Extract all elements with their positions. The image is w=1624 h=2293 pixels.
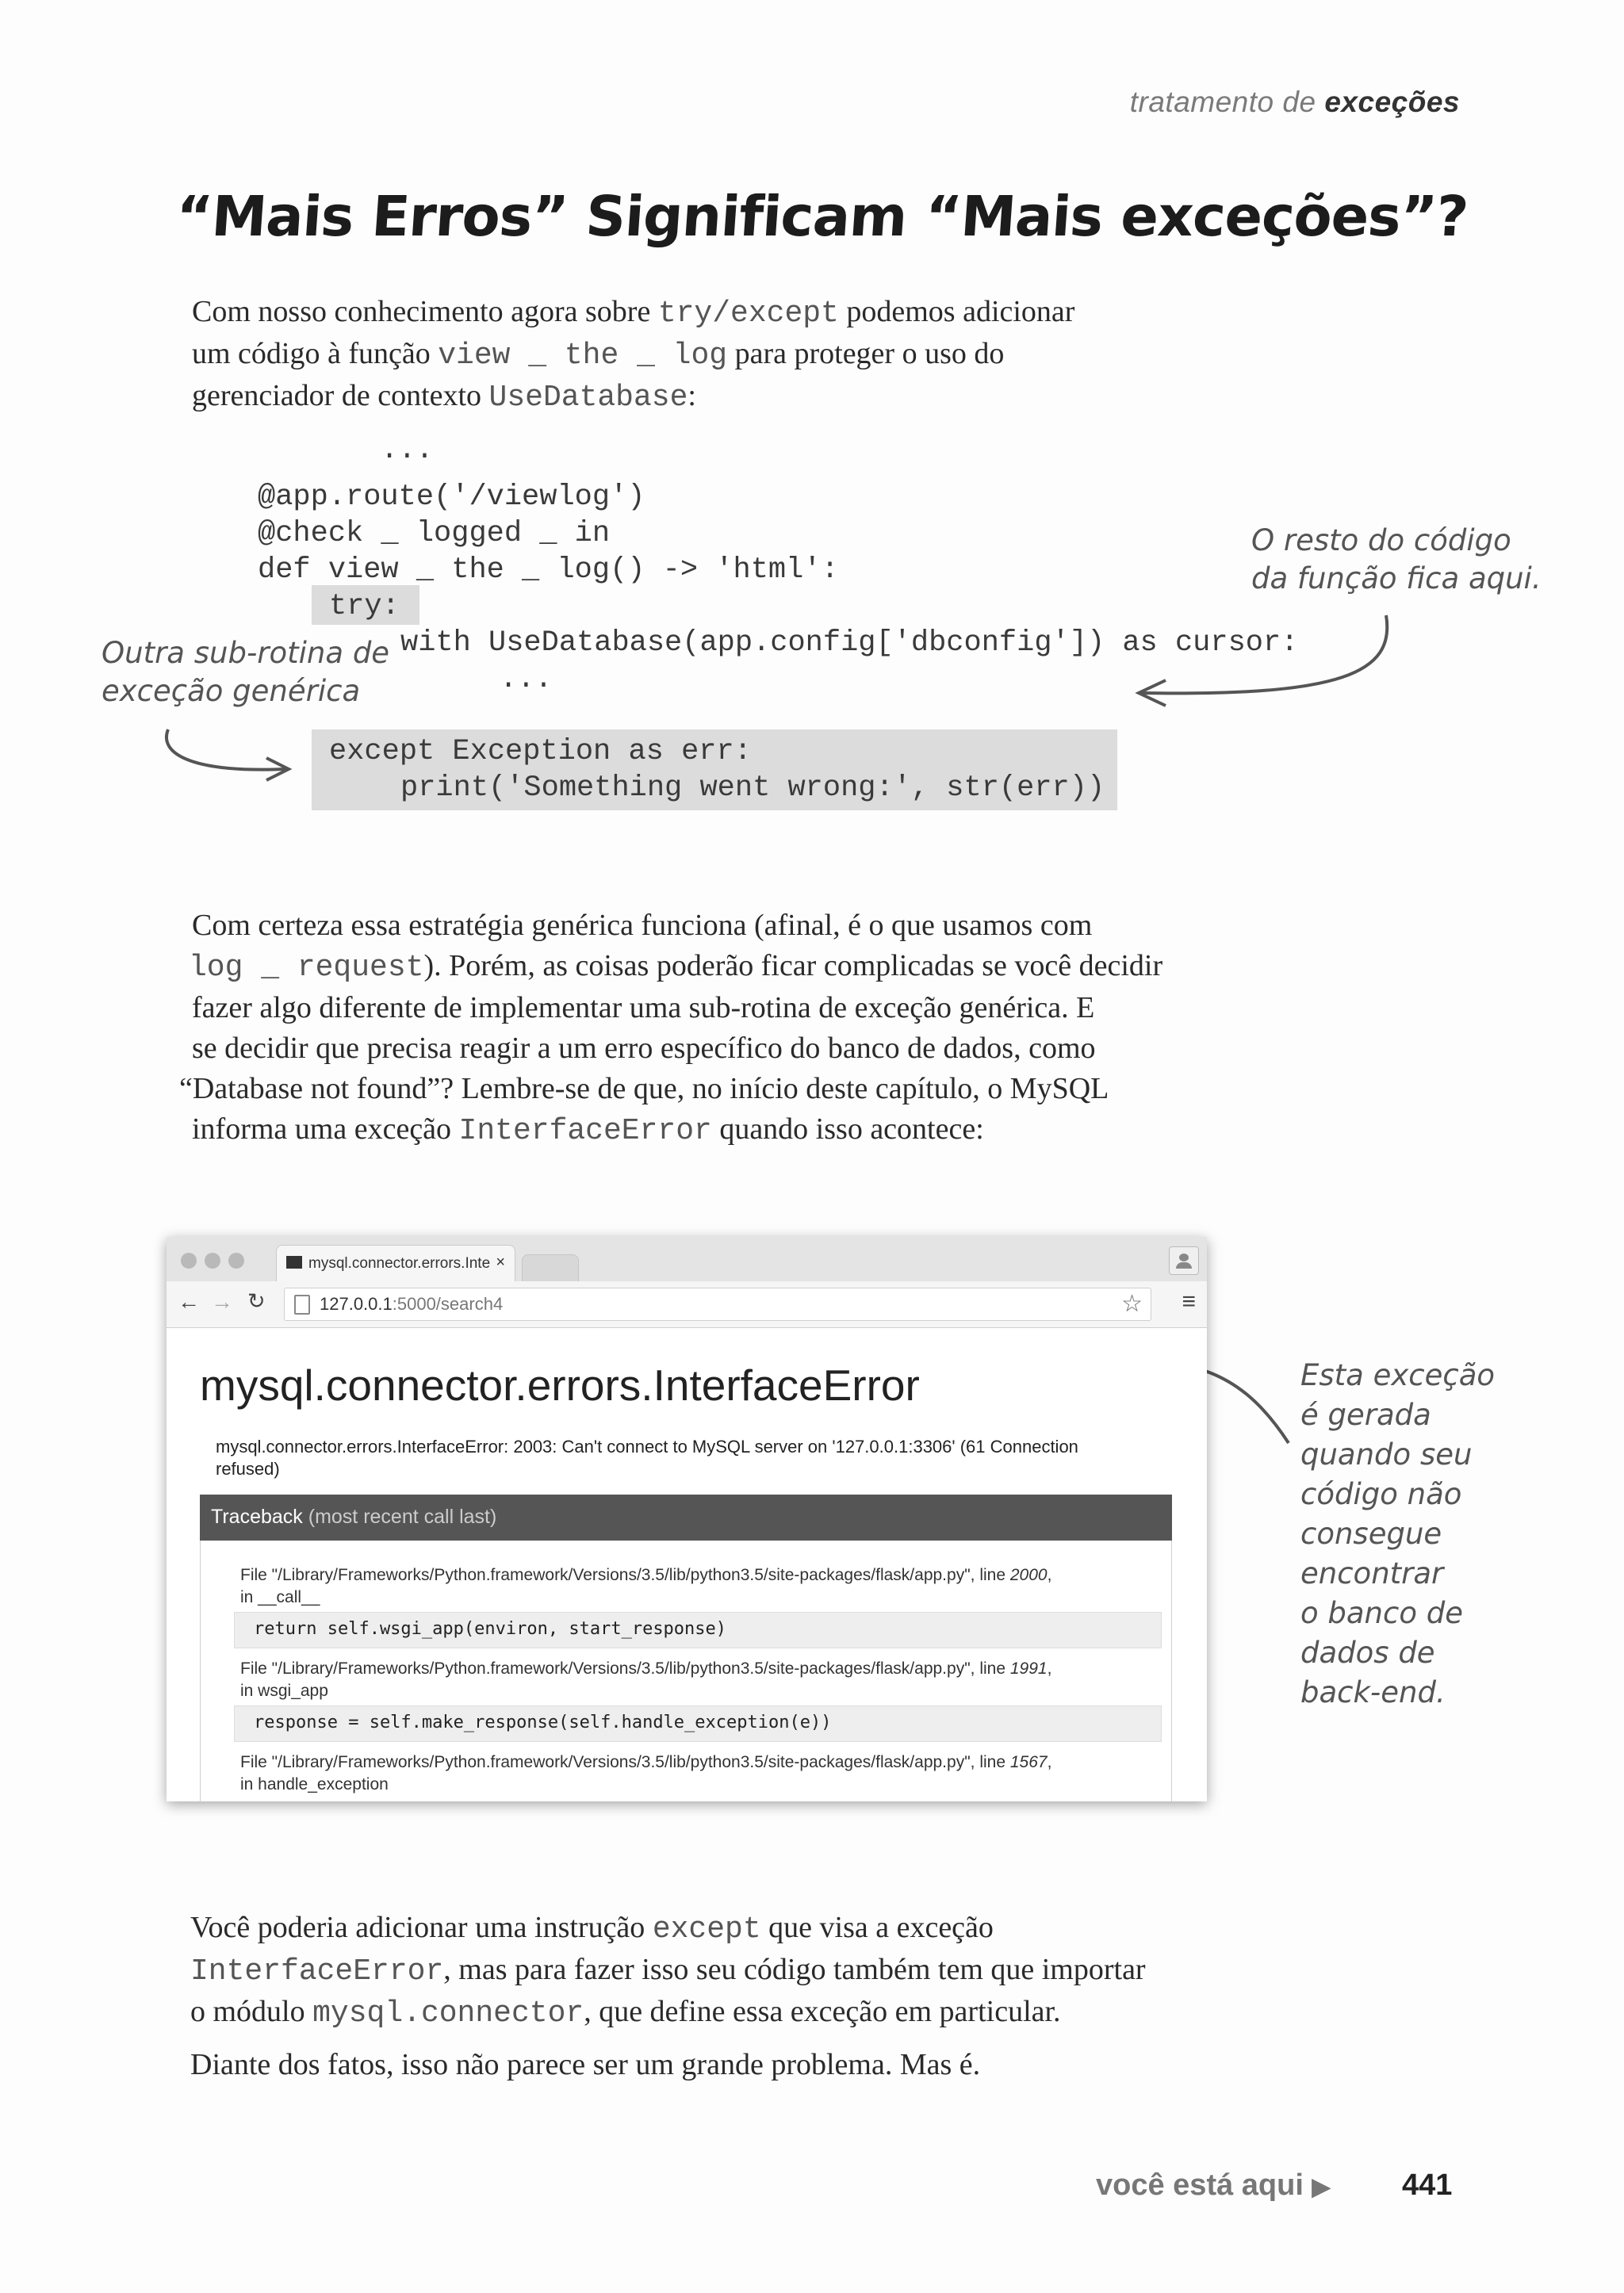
arrow-to-code [1142,615,1387,693]
traceback-frame-file[interactable]: File "/Library/Frameworks/Python.framework/Versions/3.5/lib/python3.5/site-packages/flask/app.py", line 1567, in handle_exception [240,1753,1052,1793]
window-minimize-dot[interactable] [205,1253,220,1269]
annotation-rest-of-code: O resto do código da função fica aqui. [1251,523,1542,595]
window-close-dot[interactable] [181,1253,197,1269]
code-line: try: [329,590,400,623]
code-ellipsis-top: ... [381,434,434,467]
tab-close-icon[interactable]: × [496,1254,505,1271]
header-bold: exceções [1324,86,1460,118]
header-light: tratamento de [1129,86,1316,118]
code-line: with UseDatabase(app.config['dbconfig']) as cursor: [400,626,1299,660]
intro-paragraph: Com nosso conhecimento agora sobre try/except podemos adicionar um código à função view _ the _ log para proteger o uso do gerenciador de contexto UseDatabase: [192,295,1075,415]
traceback-frame-code: return self.wsgi_app(environ, start_response) [234,1612,1162,1648]
traceback-header: Traceback (most recent call last) [200,1495,1172,1541]
forward-icon[interactable]: → [211,1289,233,1314]
browser-screenshot [167,1237,1207,1801]
reload-icon[interactable]: ↻ [247,1289,266,1313]
address-bar [167,1281,1207,1328]
arrow-to-except [167,729,285,770]
code-line: def view _ the _ log() -> 'html': [258,553,839,587]
annotation-generic-handler: Outra sub-rotina de exceção genérica [102,636,390,708]
footer-label: você está aqui ▶ [1096,2169,1331,2202]
browser-tab-bar [167,1237,1207,1281]
footer-arrow-icon: ▶ [1312,2174,1331,2200]
back-icon[interactable]: ← [178,1289,200,1314]
page-number: 441 [1402,2169,1453,2202]
page-content [167,1328,1207,1801]
code-line: except Exception as err: [329,735,752,768]
error-message: mysql.connector.errors.InterfaceError: 2003: Can't connect to MySQL server on '127.0.0.1:3306' (61 Connection refused) [216,1437,1078,1479]
window-zoom-dot[interactable] [228,1253,244,1269]
traceback-frame-file[interactable]: File "/Library/Frameworks/Python.framework/Versions/3.5/lib/python3.5/site-packages/flask/app.py", line 1991, in wsgi_app [240,1659,1052,1700]
paragraph-except-interfaceerror: Você poderia adicionar uma instrução except que visa a exceção InterfaceError, mas para fazer isso seu código também tem que importar o módulo mysql.connector, que define essa exceção em particular. [190,1911,1146,2031]
paragraph-generic-strategy: Com certeza essa estratégia genérica funciona (afinal, é o que usamos com log _ request). Porém, as coisas poderão ficar complicadas se você decidir fazer algo diferente de implementar uma sub-rotina de exceção genérica. E se decidir que precisa reagir a um erro específico do banco de dados, como “Database not found”? Lembre-se de que, no início deste capítulo, o MySQL informa uma exceção InterfaceError quando isso acontece: [179,909,1163,1148]
menu-icon[interactable]: ≡ [1182,1288,1196,1315]
tab-title: mysql.connector.errors.Inte [308,1255,491,1272]
profile-icon[interactable] [1169,1246,1199,1275]
page-title: “Mais Erros” Significam “Mais exceções”? [174,184,1470,249]
code-ellipsis-inner: ... [500,663,553,696]
browser-tab[interactable] [276,1245,515,1282]
traceback-body [200,1541,1172,1801]
bookmark-star-icon[interactable]: ☆ [1121,1291,1143,1317]
url-host: 127.0.0.1 [320,1294,393,1314]
url-field[interactable] [284,1288,1151,1321]
traceback-frame-file[interactable]: File "/Library/Frameworks/Python.framework/Versions/3.5/lib/python3.5/site-packages/flask/app.py", line 2000, in __call__ [240,1566,1052,1606]
code-line: @check _ logged _ in [258,517,611,550]
paragraph-closing: Diante dos fatos, isso não parece ser um grande problema. Mas é. [190,2048,981,2081]
code-line: print('Something went wrong:', str(err)) [400,771,1105,805]
new-tab-button[interactable] [522,1254,579,1282]
traceback-frame-code: response = self.make_response(self.handle_exception(e)) [234,1705,1162,1742]
annotation-exception-raised: Esta exceção é gerada quando seu código não consegue encontrar o banco de dados de back-end. [1300,1358,1496,1709]
terminal-icon [286,1256,302,1269]
code-line: @app.route('/viewlog') [258,480,645,514]
url-path: :5000/search4 [392,1294,504,1314]
error-title: mysql.connector.errors.InterfaceError [200,1361,920,1410]
page-icon [294,1295,310,1315]
